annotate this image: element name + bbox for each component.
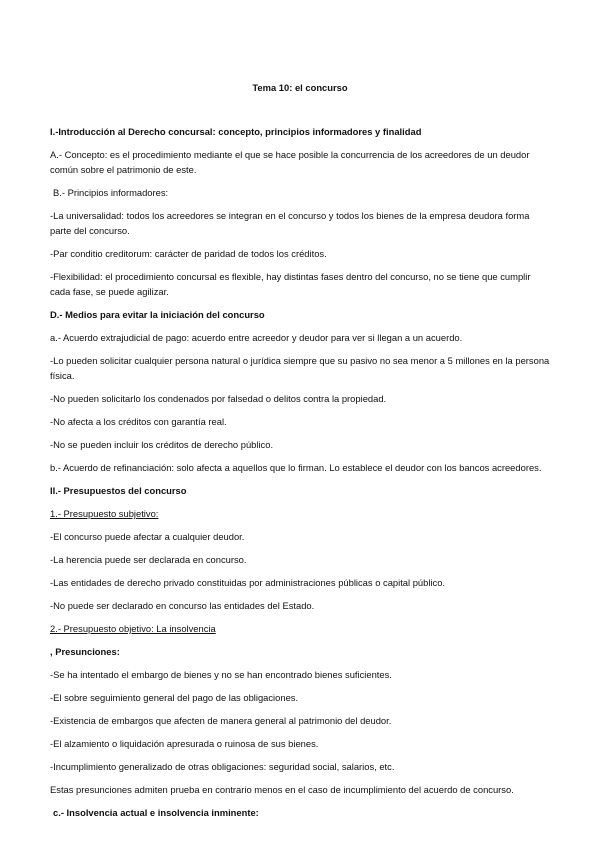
item-no-afecta: -No afecta a los créditos con garantía real. xyxy=(50,416,227,427)
subheading-presupuesto-objetivo: 2.- Presupuesto objetivo: La insolvencia xyxy=(50,623,216,634)
paragraph-concepto: A.- Concepto: es el procedimiento mediante el que se hace posible la concurrencia de los acreedores de un deudor común sobre el patrimonio de este. xyxy=(50,149,530,175)
subheading-medios: D.- Medios para evitar la iniciación del concurso xyxy=(50,309,265,320)
section-heading-2: II.- Presupuestos del concurso xyxy=(50,485,187,496)
item-cualquier-deudor: -El concurso puede afectar a cualquier deudor. xyxy=(50,531,245,542)
item-refinanciacion: b.- Acuerdo de refinanciación: solo afecta a aquellos que lo firman. Lo establece el deudor con los bancos acreedores. xyxy=(50,462,542,473)
subheading-presunciones: , Presunciones: xyxy=(50,646,120,657)
item-embargo: -Se ha intentado el embargo de bienes y no se han encontrado bienes suficientes. xyxy=(50,669,392,680)
item-solicitar: -Lo pueden solicitar cualquier persona natural o jurídica siempre que su pasivo no sea menor a 5 millones en la persona física. xyxy=(50,355,550,381)
subheading-principios: B.- Principios informadores: xyxy=(53,187,169,198)
item-sobreseimiento: -El sobre seguimiento general del pago de las obligaciones. xyxy=(50,692,299,703)
item-no-estado: -No puede ser declarado en concurso las entidades del Estado. xyxy=(50,600,315,611)
subheading-presupuesto-subjetivo: 1.- Presupuesto subjetivo: xyxy=(50,508,159,519)
item-entidades: -Las entidades de derecho privado constituidas por administraciones públicas o capital público. xyxy=(50,577,446,588)
item-par-conditio: -Par conditio creditorum: carácter de paridad de todos los créditos. xyxy=(50,248,327,259)
item-no-incluir: -No se pueden incluir los créditos de derecho público. xyxy=(50,439,274,450)
subheading-insolvencia: c.- Insolvencia actual e insolvencia inminente: xyxy=(53,807,259,818)
item-no-condenados: -No pueden solicitarlo los condenados por falsedad o delitos contra la propiedad. xyxy=(50,393,387,404)
item-alzamiento: -El alzamiento o liquidación apresurada o ruinosa de sus bienes. xyxy=(50,738,319,749)
item-incumplimiento: -Incumplimiento generalizado de otras obligaciones: seguridad social, salarios, etc. xyxy=(50,761,395,772)
item-acuerdo-extrajudicial: a.- Acuerdo extrajudicial de pago: acuerdo entre acreedor y deudor para ver si llegan a un acuerdo. xyxy=(50,332,463,343)
document-body xyxy=(50,124,552,828)
section-heading-1: I.-Introducción al Derecho concursal: concepto, principios informadores y finalidad xyxy=(50,126,422,137)
item-herencia: -La herencia puede ser declarada en concurso. xyxy=(50,554,247,565)
item-existencia: -Existencia de embargos que afecten de manera general al patrimonio del deudor. xyxy=(50,715,392,726)
paragraph-estas-presunciones: Estas presunciones admiten prueba en contrario menos en el caso de incumplimiento del acuerdo de concurso. xyxy=(50,784,514,795)
item-flexibilidad: -Flexibilidad: el procedimiento concursal es flexible, hay distintas fases dentro del concurso, no se tiene que cumplir cada fase, se puede agilizar. xyxy=(50,271,531,297)
item-universalidad: -La universalidad: todos los acreedores se integran en el concurso y todos los bienes de la empresa deudora forma parte del concurso. xyxy=(50,210,530,236)
page-title: Tema 10: el concurso xyxy=(252,82,348,93)
